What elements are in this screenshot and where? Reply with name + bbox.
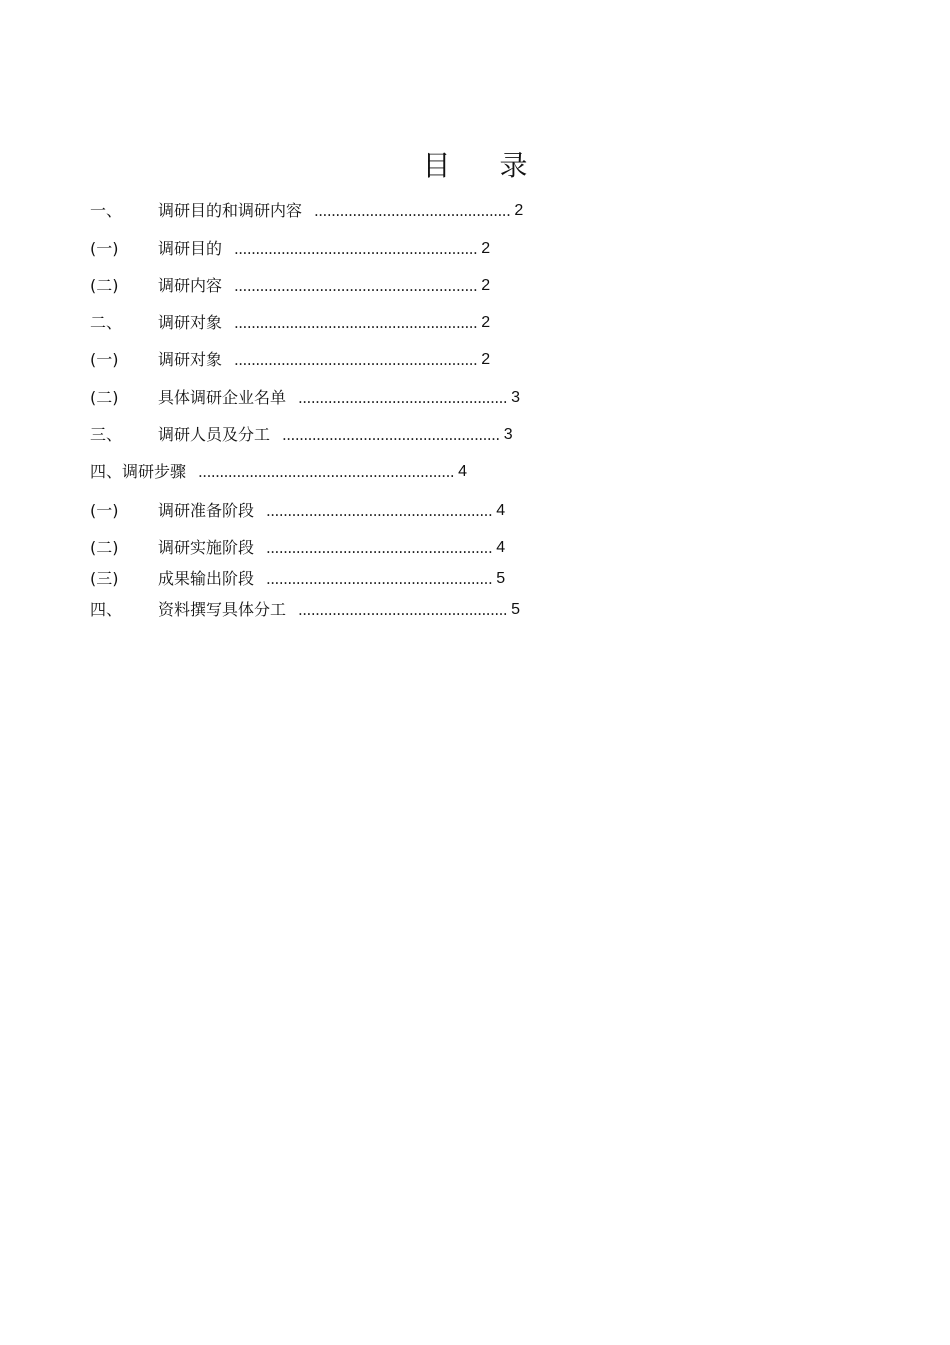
toc-entry[interactable]: [90, 275, 490, 297]
toc-entry-page: 2: [481, 314, 491, 331]
toc-entry-number: 四、: [90, 462, 123, 481]
toc-entry-page: 5: [496, 570, 506, 587]
toc-entry-number: (一): [90, 501, 119, 520]
toc-entry-page: 2: [481, 351, 491, 368]
toc-entry-number: (三): [90, 569, 119, 588]
toc-entry-text: 调研准备阶段: [158, 501, 255, 520]
toc-entry-page: 5: [511, 601, 521, 618]
toc-entry-number: 三、: [90, 425, 123, 444]
toc-entry[interactable]: [90, 424, 513, 446]
toc-entry-leader: .........................................................: [234, 351, 478, 369]
toc-entry-page: 4: [496, 502, 506, 519]
toc-entry-text: 调研步骤: [122, 462, 187, 481]
toc-entry-page: 3: [503, 426, 513, 443]
toc-entry-page: 2: [481, 240, 491, 257]
toc-entry-leader: .....................................................: [266, 570, 493, 588]
toc-entry[interactable]: [90, 238, 490, 260]
toc-entry[interactable]: [90, 200, 523, 222]
toc-entry-number: (一): [90, 350, 119, 369]
toc-entry-text: 资料撰写具体分工: [158, 600, 287, 619]
toc-entry[interactable]: [90, 461, 467, 483]
toc-entry-leader: .........................................................: [234, 277, 478, 295]
toc-entry-text: 调研实施阶段: [158, 538, 255, 557]
toc-entry-number: 二、: [90, 313, 123, 332]
toc-entry[interactable]: [90, 599, 520, 621]
toc-entry-leader: .........................................................: [234, 314, 478, 332]
toc-entry-page: 2: [481, 277, 491, 294]
toc-entry-leader: ............................................................: [198, 463, 455, 481]
toc-entry[interactable]: [90, 387, 520, 409]
toc-entry-text: 具体调研企业名单: [158, 388, 287, 407]
toc-entry[interactable]: [90, 568, 505, 590]
toc-entry-page: 4: [496, 539, 506, 556]
toc-entry-text: 调研对象: [158, 350, 223, 369]
toc-entry-page: 3: [511, 389, 521, 406]
toc-entry-number: (二): [90, 276, 119, 295]
toc-entry-page: 2: [514, 202, 524, 219]
toc-entry-leader: ...................................................: [282, 426, 500, 444]
toc-entry-leader: ..............................................: [314, 202, 511, 220]
toc-entry-text: 调研内容: [158, 276, 223, 295]
toc-entry[interactable]: [90, 500, 505, 522]
toc-entry-number: (一): [90, 239, 119, 258]
toc-entry-text: 调研目的和调研内容: [158, 201, 303, 220]
toc-entry-page: 4: [458, 463, 468, 480]
toc-entry-leader: .................................................: [298, 601, 508, 619]
toc-entry-text: 成果输出阶段: [158, 569, 255, 588]
toc-entry-number: (二): [90, 388, 119, 407]
toc-entry-text: 调研人员及分工: [158, 425, 271, 444]
toc-entry-leader: .....................................................: [266, 539, 493, 557]
toc-entry[interactable]: [90, 349, 490, 371]
toc-title: 目 录: [422, 149, 548, 182]
toc-entry[interactable]: [90, 312, 490, 334]
toc-entry-leader: .....................................................: [266, 502, 493, 520]
toc-entry-text: 调研目的: [158, 239, 223, 258]
toc-entry-leader: .................................................: [298, 389, 508, 407]
toc-entry-number: 一、: [90, 201, 123, 220]
toc-entry[interactable]: [90, 537, 505, 559]
toc-entry-number: (二): [90, 538, 119, 557]
toc-entry-leader: .........................................................: [234, 240, 478, 258]
toc-entry-number: 四、: [90, 600, 123, 619]
toc-entry-text: 调研对象: [158, 313, 223, 332]
